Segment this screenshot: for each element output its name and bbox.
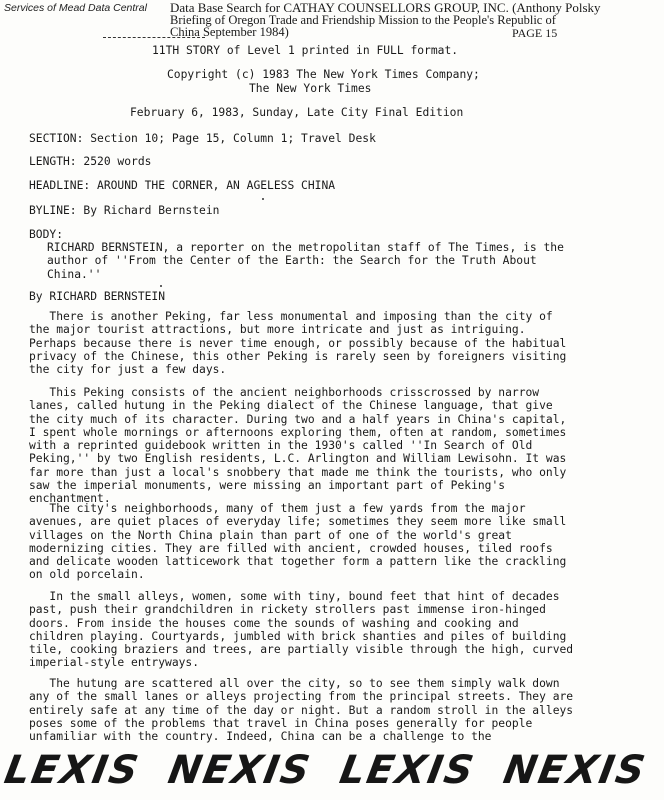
paragraph-3: The city's neighborhoods, many of them just a few yards from the major avenues, are quiet places of everyday life; sometimes they seem more like small villages on the North China plain than part of one of the world's great modernizing cities. They are filled with ancient, crowded houses, tiled roofs and delicate wooden latticework that together form a pattern like the crackling on old porcelain. [29, 502, 567, 582]
paragraph-4: In the small alleys, women, some with tiny, bound feet that hint of decades past, push their grandchildren in rickety strollers past immense iron-hinged doors. From inside the houses come the sounds of washing and cooking and children playing. Courtyards, jumbled with brick shanties and piles of building tile, cooking braziers and trees, are partially visible through the high, curved imperial-style entryways. [29, 590, 574, 670]
masthead-word: LEXIS [1, 748, 144, 793]
service-label: Services of Mead Data Central [4, 2, 147, 14]
section-line: SECTION: Section 10; Page 15, Column 1; Travel Desk [29, 132, 376, 145]
paragraph-5: The hutung are scattered all over the city, so to see them simply walk down any of the small lanes or alleys projecting from the principal streets. They are entirely safe at any time of the day or night. But a random stroll in the alleys poses some of the problems that travel in China poses generally for people unfamiliar with the country. Indeed, China can be a challenge to the [29, 677, 574, 744]
publisher-line: The New York Times [249, 82, 372, 95]
paragraph-1: There is another Peking, far less monumental and imposing than the city of the major tourist attractions, but more intricate and just as intriguing. Perhaps because there is never time enough, or possibly because of the habitual privacy of the Chinese, this other Peking is rarely seen by foreigners visiting the city for just a few days. [29, 310, 567, 377]
date-line: February 6, 1983, Sunday, Late City Final Edition [130, 106, 464, 119]
body-label: BODY: [29, 228, 64, 241]
search-header-line-1: Data Base Search for CATHAY COUNSELLORS GROUP, INC. (Anthony Polsky [170, 0, 601, 15]
divider [103, 37, 205, 38]
headline: HEADLINE: AROUND THE CORNER, AN AGELESS CHINA [29, 179, 336, 192]
copyright-line: Copyright (c) 1983 The New York Times Company; [167, 68, 480, 81]
masthead-word: NEXIS [164, 748, 315, 793]
length-line: LENGTH: 2520 words [29, 155, 152, 168]
masthead-word: NEXIS [500, 748, 651, 793]
masthead-word: LEXIS [336, 748, 479, 793]
story-line: 11TH STORY of Level 1 printed in FULL format. [152, 44, 459, 57]
byline: BYLINE: By Richard Bernstein [29, 204, 220, 217]
page-number: PAGE 15 [512, 26, 558, 40]
scan-speck [160, 285, 162, 287]
search-header-line-3: China September 1984) [170, 25, 289, 39]
lexis-nexis-masthead [1, 748, 651, 794]
scan-speck [262, 198, 264, 200]
author-line: By RICHARD BERNSTEIN [29, 290, 166, 303]
intro-paragraph: RICHARD BERNSTEIN, a reporter on the metropolitan staff of The Times, is the author of ''From the Center of the Earth: the Search for the Truth About China.'' [47, 241, 564, 281]
paragraph-2: This Peking consists of the ancient neighborhoods crisscrossed by narrow lanes, called hutung in the Peking dialect of the Chinese language, that give the city much of its character. During two and a half years in China's capital, I spent whole mornings or afternoons exploring them, often at random, sometimes with a reprinted guidebook written in the 1930's called ''In Search of Old Peking,'' by two English residents, L.C. Arlington and William Lewisohn. It was far more than just a local's snobbery that made me think the tourists, who only saw the imperial monuments, were missing an important part of Peking's enchantment. [29, 386, 567, 506]
search-header-line-2: Briefing of Oregon Trade and Friendship Mission to the People's Republic of [170, 13, 556, 27]
